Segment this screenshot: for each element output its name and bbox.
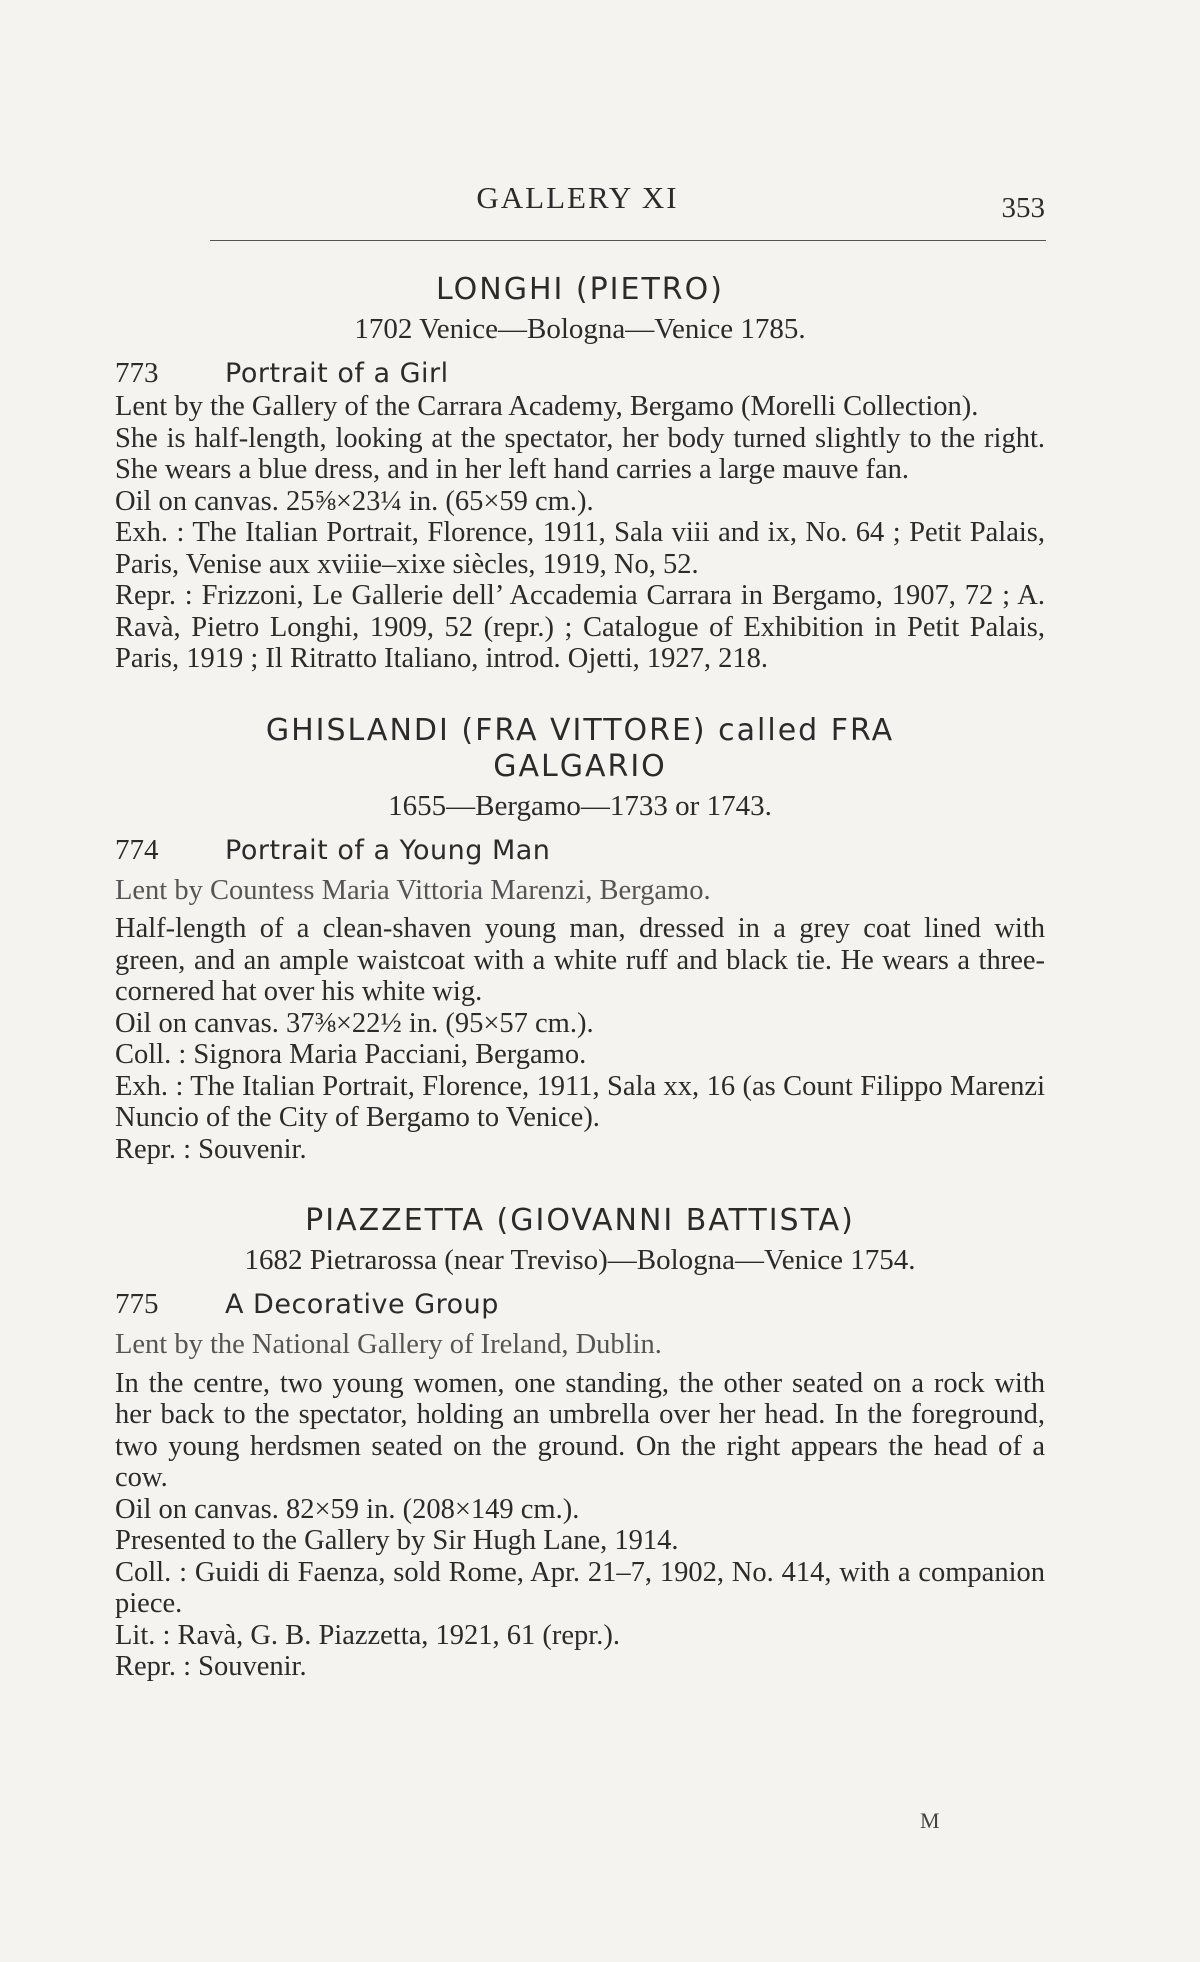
entry-provenance: Presented to the Gallery by Sir Hugh Lane, 1914.	[115, 1525, 679, 1556]
lent-by: Lent by Countess Maria Vittoria Marenzi, Bergamo.	[115, 874, 711, 906]
artist-heading-line: GALGARIO	[493, 748, 667, 784]
entry-heading	[115, 1287, 1045, 1322]
artist-heading: PIAZZETTA (GIOVANNI BATTISTA)	[305, 1203, 855, 1238]
running-head: GALLERY XI	[476, 180, 679, 215]
artist-dates: 1655—Bergamo—1733 or 1743.	[388, 789, 772, 822]
artist-dates: 1682 Pietrarossa (near Treviso)—Bologna—Venice 1754.	[244, 1244, 916, 1276]
entry-number: 774	[115, 833, 159, 866]
entry-title: Portrait of a Girl	[225, 358, 449, 389]
entry-medium: Oil on canvas. 25⅝×23¼ in. (65×59 cm.).	[115, 485, 594, 517]
entry-number: 773	[115, 357, 159, 389]
artist-dates: 1702 Venice—Bologna—Venice 1785.	[354, 313, 806, 345]
entry-heading	[115, 833, 1045, 868]
entry-literature: Lit. : Ravà, G. B. Piazzetta, 1921, 61 (repr.).	[115, 1619, 620, 1651]
signature-mark: M	[920, 1808, 940, 1833]
header-rule	[210, 240, 1046, 241]
entry-medium: Oil on canvas. 37⅜×22½ in. (95×57 cm.).	[115, 1007, 594, 1039]
entry-title: A Decorative Group	[225, 1289, 499, 1320]
entry-exhibitions: Exh. : The Italian Portrait, Florence, 1911, Sala xx, 16 (as Count Filippo Marenzi Nuncio of the City of Bergamo to Venice).	[115, 1070, 1045, 1133]
entry-collection: Coll. : Guidi di Faenza, sold Rome, Apr. 21–7, 1902, No. 414, with a companion piece.	[115, 1556, 1045, 1619]
artist-heading	[115, 713, 1045, 785]
entry-number: 775	[115, 1288, 159, 1320]
page-content	[115, 272, 1045, 1683]
entry-description: Half-length of a clean-shaven young man, dressed in a grey coat lined with green, and an ample waistcoat with a white ruff and black tie. He wears a three-cornered hat over his white wig.	[115, 913, 1045, 1007]
entry-title: Portrait of a Young Man	[225, 834, 551, 866]
entry-collection: Coll. : Signora Maria Pacciani, Bergamo.	[115, 1039, 587, 1070]
entry-reproductions: Repr. : Frizzoni, Le Gallerie dell’ Accademia Carrara in Bergamo, 1907, 72 ; A. Ravà, Pietro Longhi, 1909, 52 (repr.) ; Catalogue of Exhibition in Petit Palais, Paris, 1919 ; Il Ritratto Italiano, introd. Ojetti, 1927, 218.	[115, 580, 1045, 674]
entry-exhibitions: Exh. : The Italian Portrait, Florence, 1911, Sala viii and ix, No. 64 ; Petit Palais, Paris, Venise aux xviiie–xixe siècles, 1919, No, 52.	[115, 517, 1045, 580]
lent-by: Lent by the Gallery of the Carrara Academy, Bergamo (Morelli Collection).	[115, 391, 979, 422]
page-number: 353	[1001, 192, 1045, 224]
entry-medium: Oil on canvas. 82×59 in. (208×149 cm.).	[115, 1493, 580, 1525]
artist-heading: LONGHI (PIETRO)	[436, 272, 724, 307]
lent-by: Lent by the National Gallery of Ireland, Dublin.	[115, 1329, 662, 1360]
entry-description: She is half-length, looking at the spectator, her body turned slightly to the right. She wears a blue dress, and in her left hand carries a large mauve fan.	[115, 422, 1045, 485]
entry-reproductions: Repr. : Souvenir.	[115, 1651, 307, 1682]
entry-reproductions: Repr. : Souvenir.	[115, 1133, 307, 1165]
entry-heading	[115, 356, 1045, 391]
page-header	[110, 180, 1045, 240]
artist-heading-line: GHISLANDI (FRA VITTORE) called FRA	[265, 712, 895, 748]
entry-description: In the centre, two young women, one standing, the other seated on a rock with her back to the spectator, holding an umbrella over her head. In the foreground, two young herdsmen seated on the ground. On the right appears the head of a cow.	[115, 1367, 1045, 1493]
